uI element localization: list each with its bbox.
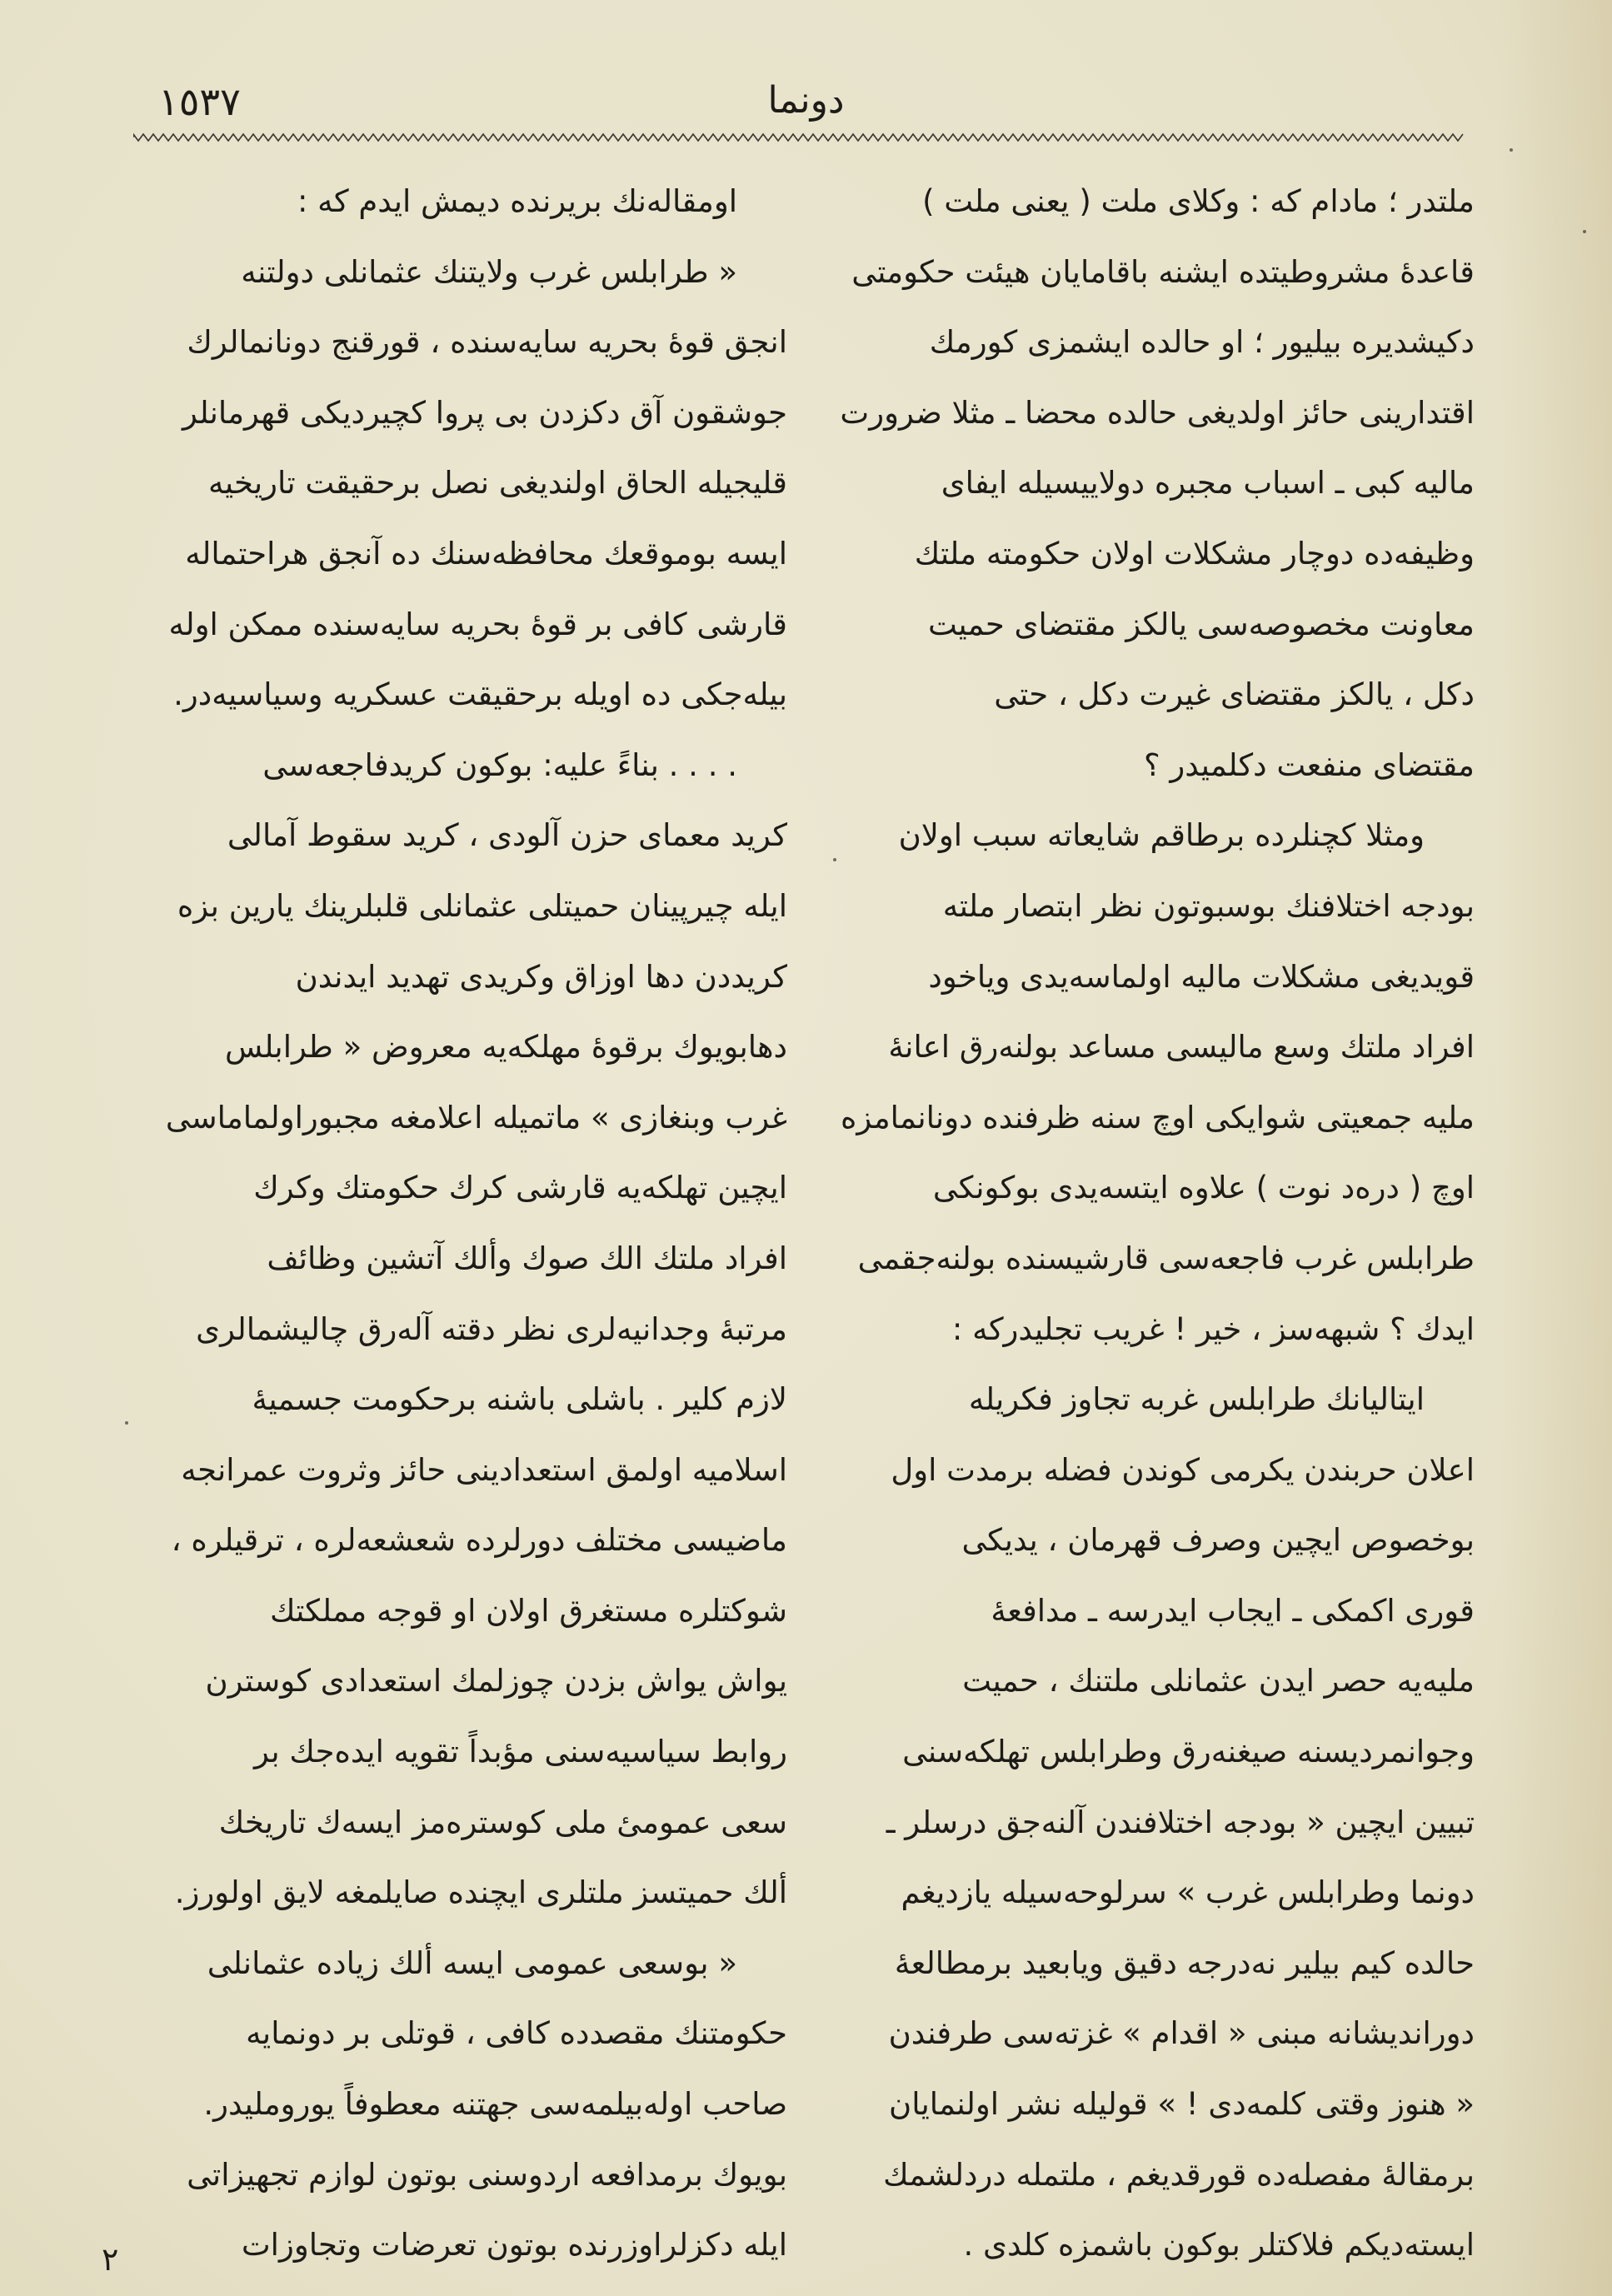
text-line: افراد ملتك الك صوك وألك آتشین وظائف [267, 1240, 787, 1276]
text-line: ایچین تهلکه‌یه قارشی کرك حکومتك وکرك [253, 1170, 787, 1206]
page-header [150, 79, 1462, 129]
text-line: دکیشدیره بیلیور ؛ او حالده ایشمزی کورمك [929, 324, 1475, 361]
text-line: روابط سیاسیه‌سنی مؤبداً تقویه ایده‌جك بر [253, 1734, 787, 1770]
text-line: قاعدهٔ مشروطیتده ایشنه باقامایان هیئت حکومتی [851, 253, 1475, 290]
text-line: ایتالیانك طرابلس غربه تجاوز فکریله [968, 1381, 1425, 1418]
text-column-right [833, 167, 1475, 2281]
text-line: « طرابلس غرب ولایتنك عثمانلی دولتنه [241, 253, 737, 290]
text-line: بوخصوص ایچین وصرف قهرمان ، یدیکی [961, 1522, 1475, 1559]
text-line: مالیه کبی ـ اسباب مجبره دولاییسیله ایفای [941, 465, 1475, 502]
paper-speck [1583, 230, 1586, 233]
text-line: طرابلس غرب فاجعه‌سی قارشیسنده بولنه‌جقمی [857, 1240, 1475, 1276]
text-line: حالده کیم بیلیر نه‌درجه دقیق ویابعید برمطالعهٔ [894, 1944, 1475, 1981]
text-line: ایسه بوموقعك محافظه‌سنك ده آنجق هراحتماله [185, 535, 787, 572]
text-line: غرب وبنغازی » ماتمیله اعلامغه مجبوراولماماسی [165, 1099, 787, 1136]
text-line: ایدك ؟ شبهه‌سز ، خیر ! غریب تجلیدرکه : [951, 1310, 1475, 1347]
text-line: تبیین ایچین « بودجه اختلافندن آلنه‌جق درسلر ـ [886, 1804, 1475, 1840]
text-line: قویدیغی مشکلات مالیه اولماسه‌یدی ویاخود [928, 958, 1475, 995]
paper-speck [125, 1421, 128, 1425]
text-line: اعلان حربندن یکرمی کوندن فضله برمدت اول [891, 1451, 1475, 1488]
text-line: وجوانمردیسنه صیغنه‌رق وطرابلس تهلکه‌سنی [902, 1734, 1475, 1770]
text-line: ایله دکزلراوزرنده بوتون تعرضات وتجاوزات [241, 2227, 787, 2264]
text-line: « بوسعی عمومی ایسه ألك زیاده عثمانلی [207, 1944, 737, 1981]
wavy-rule-divider [133, 132, 1466, 143]
text-line: قلیجیله الحاق اولندیغی نصل برحقیقت تاریخیه [208, 465, 787, 502]
text-line: دوراندیشانه مبنی « اقدام » غزته‌سی طرفندن [888, 2015, 1475, 2052]
text-line: بیله‌جکی ده اویله برحقیقت عسکریه وسیاسیه‌در. [173, 676, 787, 713]
text-line: . . . . بناءً علیه: بوکون کریدفاجعه‌سی [262, 746, 737, 783]
text-line: بودجه اختلافنك بوسبوتون نظر ابتصار ملته [942, 887, 1475, 924]
text-line: افراد ملتك وسع مالیسی مساعد بولنه‌رق اعانهٔ [888, 1029, 1475, 1066]
text-line: ومثلا کچنلرده برطاقم شایعاته سبب اولان [898, 817, 1425, 854]
text-line: ملتدر ؛ مادام که : وکلای ملت ( یعنی ملت ) [922, 183, 1475, 219]
text-line: ملیه‌یه حصر ایدن عثمانلی ملتنك ، حمیت [962, 1663, 1475, 1700]
text-line: اومقاله‌نك بریرنده دیمش ایدم که : [297, 183, 737, 219]
text-line: حکومتنك مقصدده کافی ، قوتلی بر دونمایه [246, 2015, 787, 2052]
text-line: ایله چیرپینان حمیتلی عثمانلی قلبلرینك یارین بزه [177, 887, 787, 924]
paper-speck [1510, 148, 1513, 152]
text-line: سعی عمومیٔ ملی کوستره‌مز ایسه‌ك تاریخك [218, 1804, 787, 1840]
text-line: جوشقون آق دکزدن بی پروا کچیردیکی قهرمانلر [182, 394, 787, 431]
text-line: کریددن دها اوزاق وکریدی تهدید ایدندن [295, 958, 787, 995]
text-line: شوکتلره مستغرق اولان او قوجه مملکتك [269, 1592, 787, 1629]
text-line: بویوك برمدافعه اردوسنی بوتون لوازم تجهیزاتی [187, 2156, 787, 2193]
text-line: کرید معماى حزن آلودی ، کرید سقوط آمالی [227, 817, 787, 854]
text-line: دکل ، یالکز مقتضای غیرت دکل ، حتی [994, 676, 1475, 713]
text-line: اوچ ( دره‌د نوت ) علاوه ایتسه‌یدی بوکونکی [932, 1170, 1475, 1206]
text-line: « هنوز وقتی کلمه‌دی ! » قولیله نشر اولنمایان [889, 2086, 1475, 2123]
text-line: انجق قوهٔ بحریه سایه‌سنده ، قورقنج دونانمالرك [187, 324, 787, 361]
text-line: مرتبهٔ وجدانیه‌لری نظر دقته آله‌رق چالیشمالری [196, 1310, 787, 1347]
text-line: دونما وطرابلس غرب » سرلوحه‌سیله یازدیغم [901, 1874, 1475, 1911]
text-line: اقتدارینی حائز اولدیغی حالده محضا ـ مثلا ضرورت [840, 394, 1475, 431]
text-line: قارشی کافی بر قوهٔ بحریه سایه‌سنده ممکن اوله‌ [168, 606, 787, 642]
text-line: یواش یواش بزدن چوزلمك استعدادی کوسترن [205, 1663, 787, 1700]
text-line: ملیه جمعیتی شوایکی اوچ سنه ظرفنده دونانمامزه [841, 1099, 1475, 1136]
text-line: قوری اکمکی ـ ایجاب ایدرسه ـ مدافعهٔ [991, 1592, 1475, 1629]
text-line: ماضیسی مختلف دورلرده شعشعه‌لره ، ترقیلره ، [171, 1522, 787, 1559]
page-number: ١٥٣٧ [158, 79, 241, 124]
paper-speck [833, 858, 836, 861]
text-line: ایسته‌دیکم فلاکتلر بوکون باشمزه کلدی . [963, 2227, 1475, 2264]
text-line: مقتضای منفعت دکلمیدر ؟ [1143, 746, 1475, 783]
text-line: معاونت مخصوصه‌سی یالکز مقتضای حمیت [928, 606, 1475, 642]
text-line: ألك حمیتسز ملتلری ایچنده صایلمغه لایق اولورز. [174, 1874, 787, 1911]
text-line: صاحب اوله‌بیلمه‌سی جهتنه معطوفاً یورومليدر. [203, 2086, 787, 2123]
text-line: اسلامیه اولمق استعدادینی حائز وثروت عمرانجه [181, 1451, 787, 1488]
text-line: وظیفه‌ده دوچار مشکلات اولان حکومته ملتك [914, 535, 1475, 572]
signature-mark: ٢ [102, 2241, 119, 2278]
running-title: دونما [767, 79, 845, 122]
text-line: برمقالهٔ مفصله‌ده قورقدیغم ، ملتمله دردلشمك [883, 2156, 1475, 2193]
text-line: لازم کلیر . باشلی باشنه برحکومت جسمیهٔ [252, 1381, 787, 1418]
text-column-left [96, 167, 787, 2281]
text-line: دهابویوك برقوهٔ مهلکه‌یه معروض « طرابلس [225, 1029, 787, 1066]
